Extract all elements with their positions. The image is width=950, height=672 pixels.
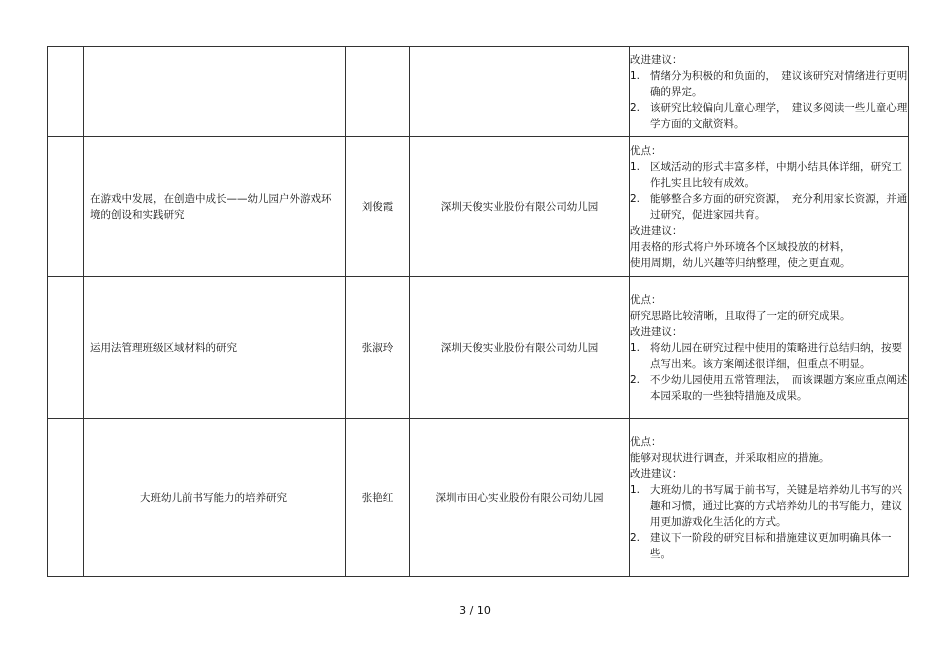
title-cell bbox=[84, 47, 346, 137]
list-number: 2. bbox=[630, 192, 641, 205]
comment-section-header: 改进建议： bbox=[630, 53, 683, 66]
unit-cell: 深圳市田心实业股份有限公司幼儿园 bbox=[410, 419, 630, 577]
list-item-text: 该研究比较偏向儿童心理学， 建议多阅读一些儿童心理学方面的文献资料。 bbox=[650, 101, 908, 130]
page-number: 3 / 10 bbox=[459, 604, 491, 617]
title-cell bbox=[84, 277, 346, 419]
comment-list-item bbox=[630, 372, 908, 404]
list-item-text: 区域活动的形式丰富多样，中期小结具体详细，研究工作扎实且比较有成效。 bbox=[650, 160, 902, 189]
list-item-text: 将幼儿园在研究过程中使用的策略进行总结归纳，按要点写出来。该方案阐述很详细，但重点不明显。 bbox=[650, 341, 902, 370]
comment-section-header: 改进建议： bbox=[630, 325, 683, 338]
project-title: 运用法管理班级区域材料的研究 bbox=[90, 341, 237, 354]
comment-text: 使用周期，幼儿兴趣等归纳整理，使之更直观。 bbox=[630, 256, 851, 269]
list-item-text: 情绪分为积极的和负面的， 建议该研究对情绪进行更明确的界定。 bbox=[650, 69, 908, 98]
title-cell bbox=[84, 419, 346, 577]
number-cell bbox=[48, 47, 84, 137]
table-row bbox=[48, 277, 909, 419]
number-cell bbox=[48, 277, 84, 419]
table-row bbox=[48, 419, 909, 577]
comment-section-header: 优点： bbox=[630, 144, 662, 157]
unit-cell: 深圳天俊实业股份有限公司幼儿园 bbox=[410, 137, 630, 277]
comment-section-header: 优点： bbox=[630, 435, 662, 448]
list-item-text: 建议下一阶段的研究目标和措施建议更加明确具体一些。 bbox=[650, 531, 892, 560]
table-row bbox=[48, 137, 909, 277]
list-item-text: 不少幼儿园使用五常管理法， 而该课题方案应重点阐述本园采取的一些独特措施及成果。 bbox=[650, 373, 908, 402]
comment-list-item bbox=[630, 340, 908, 372]
author-cell: 张淑玲 bbox=[346, 277, 410, 419]
comment-cell bbox=[630, 47, 909, 137]
comment-list-item bbox=[630, 100, 908, 132]
number-cell bbox=[48, 419, 84, 577]
list-item-text: 能够整合多方面的研究资源， 充分利用家长资源，并通过研究，促进家园共育。 bbox=[650, 192, 908, 221]
comment-list-item bbox=[630, 68, 908, 100]
author-cell: 张艳红 bbox=[346, 419, 410, 577]
list-number: 1. bbox=[630, 341, 641, 354]
comment-cell bbox=[630, 419, 909, 577]
comment-section-header: 改进建议： bbox=[630, 467, 683, 480]
comment-list-item bbox=[630, 482, 908, 530]
project-title: 大班幼儿前书写能力的培养研究 bbox=[140, 491, 287, 504]
comment-cell bbox=[630, 137, 909, 277]
comment-list-item bbox=[630, 530, 908, 562]
table-row bbox=[48, 47, 909, 137]
list-number: 1. bbox=[630, 483, 641, 496]
author-cell bbox=[346, 47, 410, 137]
unit-cell: 深圳天俊实业股份有限公司幼儿园 bbox=[410, 277, 630, 419]
author-cell: 刘俊霞 bbox=[346, 137, 410, 277]
evaluation-table bbox=[47, 46, 909, 577]
number-cell bbox=[48, 137, 84, 277]
list-number: 2. bbox=[630, 101, 641, 114]
unit-cell bbox=[410, 47, 630, 137]
comment-section-header: 优点： bbox=[630, 293, 662, 306]
list-number: 2. bbox=[630, 531, 641, 544]
list-number: 1. bbox=[630, 160, 641, 173]
comment-text: 用表格的形式将户外环境各个区域投放的材料， bbox=[630, 240, 851, 253]
comment-text: 能够对现状进行调查，并采取相应的措施。 bbox=[630, 451, 830, 464]
comment-list-item bbox=[630, 159, 908, 191]
project-title: 在游戏中发展，在创造中成长——幼儿园户外游戏环境的创设和实践研究 bbox=[90, 192, 332, 221]
title-cell bbox=[84, 137, 346, 277]
comment-section-header: 改进建议： bbox=[630, 224, 683, 237]
list-number: 2. bbox=[630, 373, 641, 386]
list-number: 1. bbox=[630, 69, 641, 82]
comment-cell bbox=[630, 277, 909, 419]
list-item-text: 大班幼儿的书写属于前书写，关键是培养幼儿书写的兴趣和习惯，通过比赛的方式培养幼儿的书写能力，建议用更加游戏化生活化的方式。 bbox=[650, 483, 902, 528]
comment-text: 研究思路比较清晰，且取得了一定的研究成果。 bbox=[630, 309, 851, 322]
comment-list-item bbox=[630, 191, 908, 223]
